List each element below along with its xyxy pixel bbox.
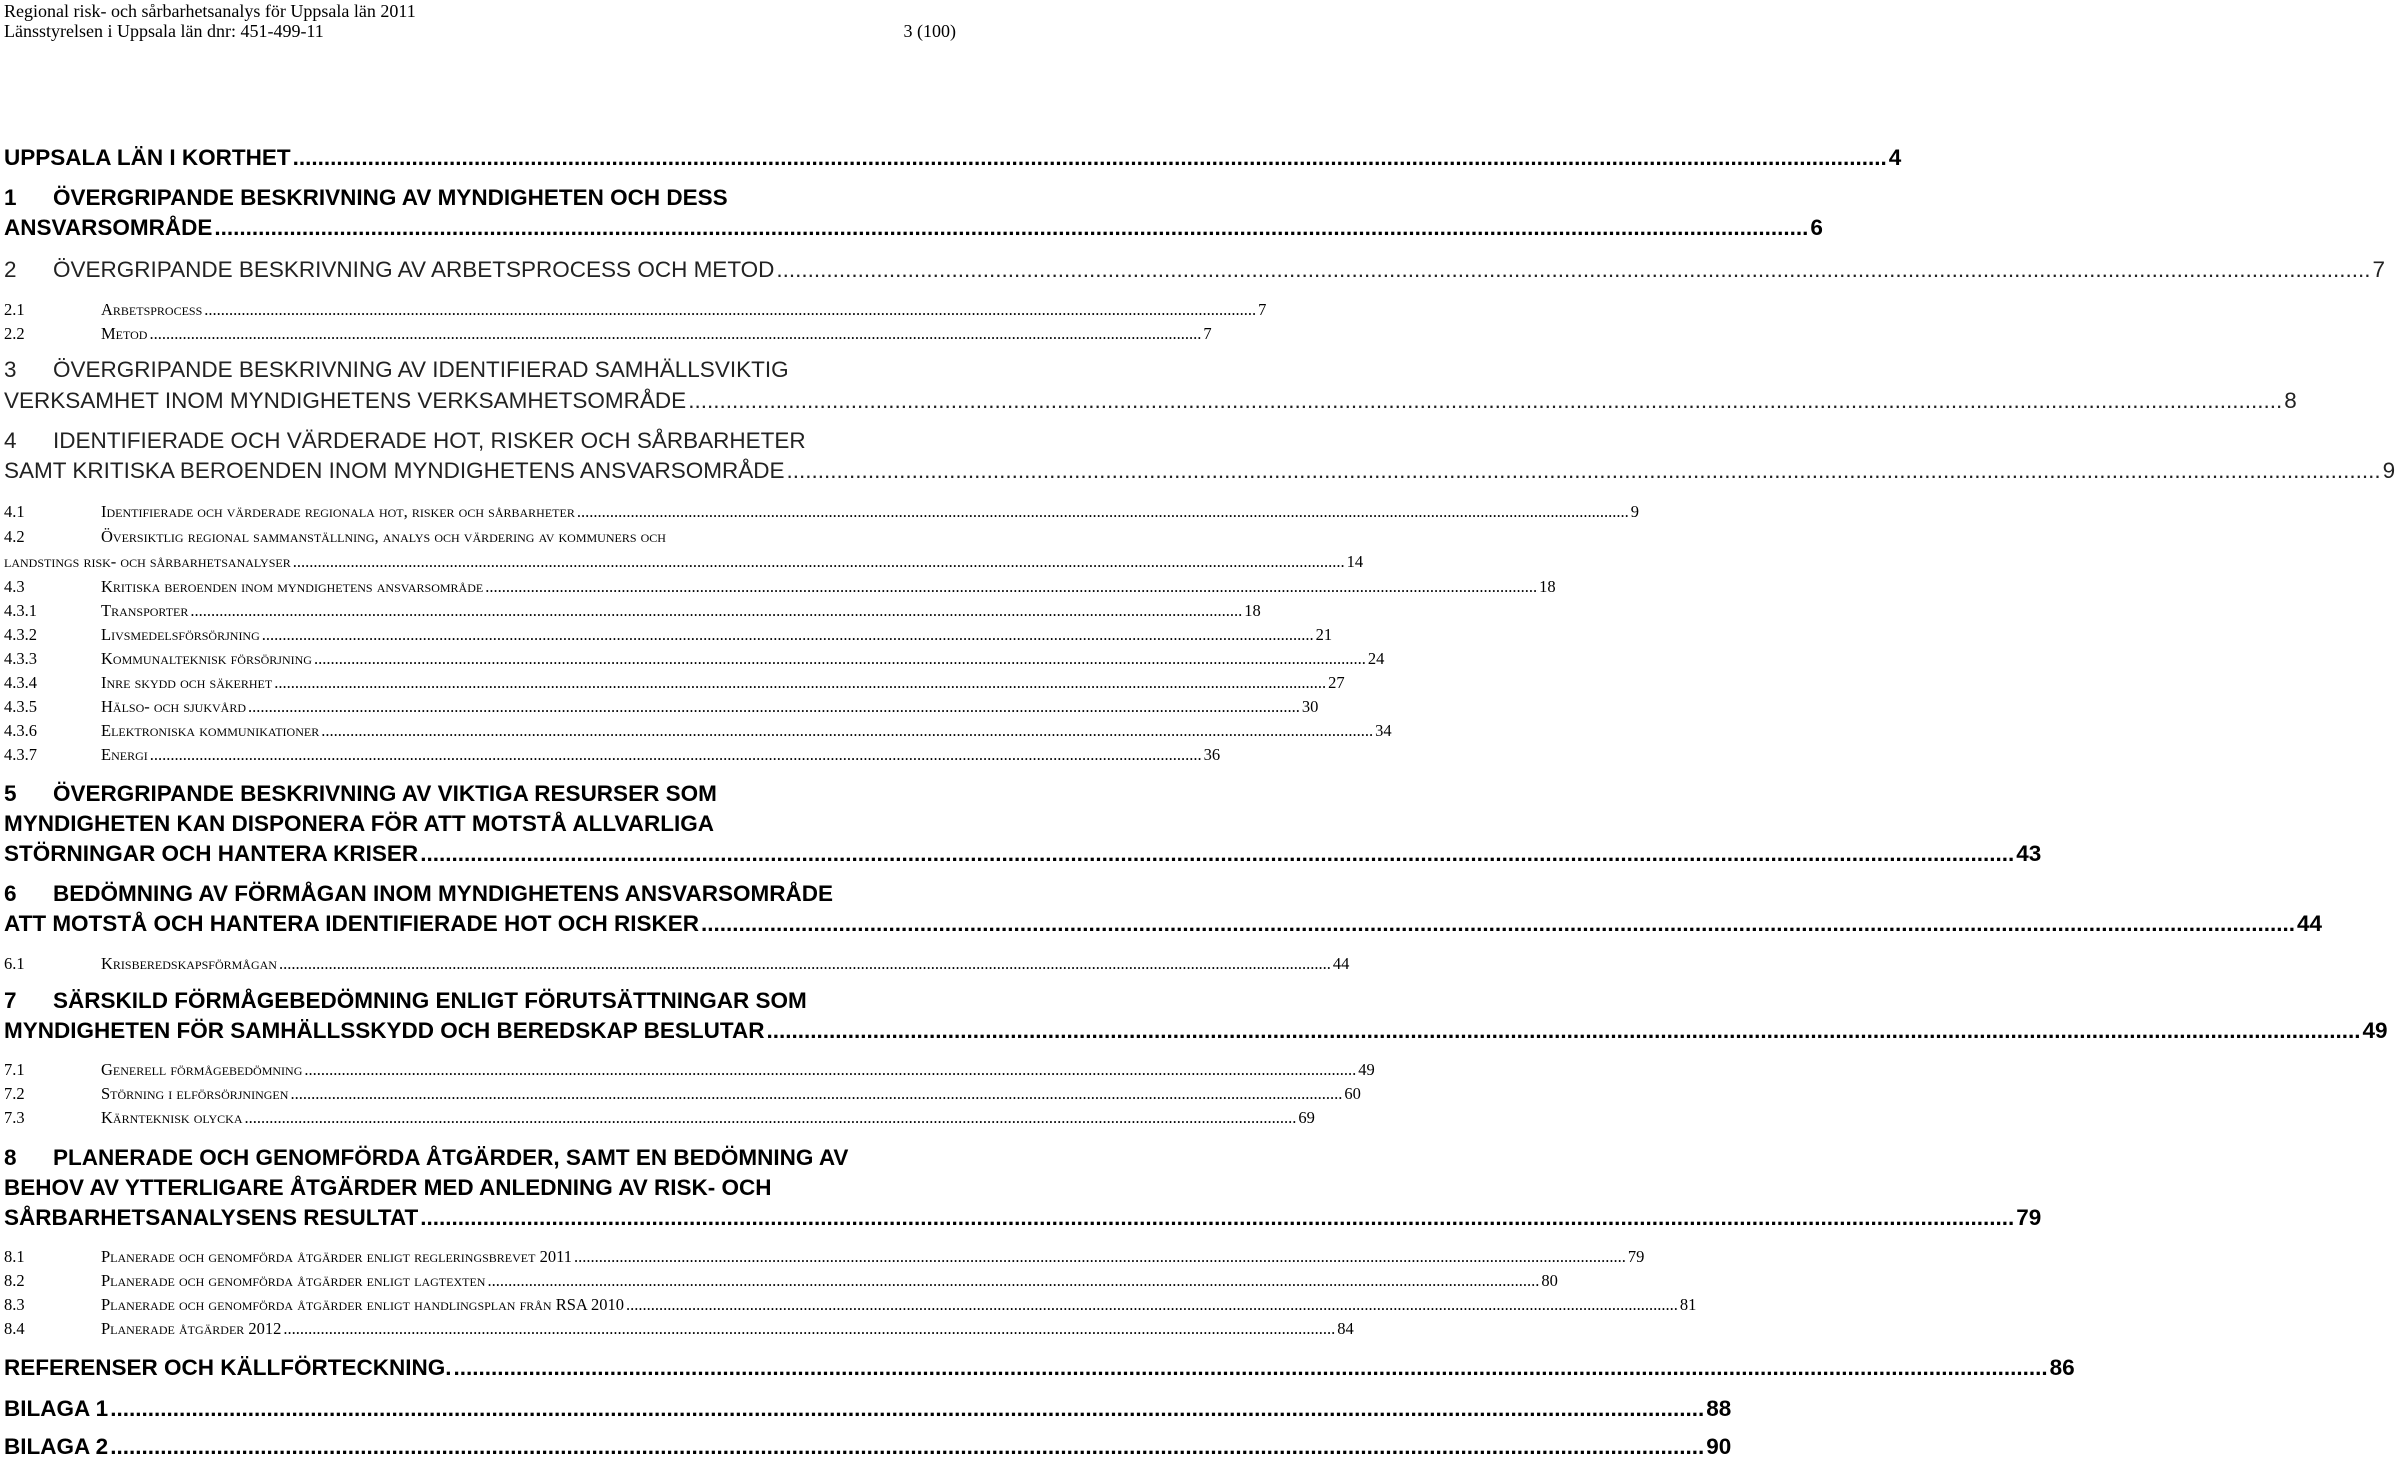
toc-entry-number: 3 (4, 357, 17, 382)
toc-entry[interactable] (4, 623, 1333, 647)
toc-entry[interactable] (4, 500, 1639, 524)
toc-entry-page: 7 (1258, 300, 1267, 319)
toc-entry-number: 8 (4, 1145, 17, 1170)
toc-entry-title: Metod (101, 324, 148, 343)
toc-entry-title: Kommunalteknisk försörjning (101, 649, 312, 668)
toc-entry-page: 18 (1244, 601, 1261, 620)
toc-entry-number: 7.3 (4, 1108, 25, 1127)
toc-entry-number: 4.3.1 (4, 601, 37, 620)
toc-entry-title: Elektroniska kommunikationer (101, 721, 320, 740)
toc-entry-page: 36 (1203, 745, 1221, 764)
toc-entry-number: 4.3.7 (4, 745, 37, 764)
toc-entry[interactable] (4, 298, 1267, 322)
toc-entry[interactable] (4, 255, 2385, 285)
toc-entry-continuation[interactable] (4, 809, 956, 839)
toc-entry-number: 4.3.5 (4, 697, 37, 716)
toc-entry[interactable] (4, 1293, 1697, 1317)
toc-entry-page: 9 (1630, 502, 1639, 521)
toc-entry-continuation[interactable] (4, 386, 2297, 416)
toc-entry-title: Hälso- och sjukvård (101, 697, 247, 716)
toc-entry-number: 4.2 (4, 527, 25, 546)
toc-entry-title: Planerade åtgärder 2012 (101, 1319, 282, 1338)
toc-entry[interactable] (4, 355, 956, 385)
toc-entry-title: Krisberedskapsförmågan (101, 954, 277, 973)
toc-entry-title: ÖVERGRIPANDE BESKRIVNING AV ARBETSPROCESS OCH METOD (53, 257, 775, 282)
toc-entry-title: IDENTIFIERADE OCH VÄRDERADE HOT, RISKER OCH SÅRBARHETER (53, 428, 806, 453)
toc-entry[interactable] (4, 1245, 1645, 1269)
toc-entry-page: 7 (1203, 324, 1212, 343)
toc-entry-page: 24 (1367, 649, 1385, 668)
toc-entry-page: 79 (2016, 1205, 2042, 1230)
toc-entry-number: 4.3.6 (4, 721, 37, 740)
toc-entry-number: 8.4 (4, 1319, 25, 1338)
toc-entry[interactable] (4, 1082, 1361, 1106)
toc-entry-number: 4.3.3 (4, 649, 37, 668)
toc-entry-page: 69 (1298, 1108, 1315, 1127)
toc-entry-title: Planerade och genomförda åtgärder enligt regleringsbrevet 2011 (101, 1247, 572, 1266)
toc-entry[interactable] (4, 143, 1902, 173)
toc-entry-number: 4.3 (4, 577, 25, 596)
toc-entry-page: 7 (2372, 257, 2385, 282)
toc-entry-page: 9 (2382, 458, 2395, 483)
toc-entry-title: Störning i elförsörjningen (101, 1084, 289, 1103)
toc-entry-number: 6.1 (4, 954, 25, 973)
toc-entry-title: REFERENSER OCH KÄLLFÖRTECKNING. (4, 1355, 452, 1380)
toc-entry-title: Arbetsprocess (101, 300, 203, 319)
toc-entry-title: Generell förmågebedömning (101, 1060, 303, 1079)
toc-entry[interactable] (4, 952, 1350, 976)
toc-entry-continuation[interactable] (4, 213, 1823, 243)
toc-entry-page: 6 (1810, 215, 1823, 240)
toc-entry-title: ATT MOTSTÅ OCH HANTERA IDENTIFIERADE HOT OCH RISKER (4, 911, 699, 936)
toc-entry-page: 80 (1541, 1271, 1558, 1290)
toc-entry-page: 84 (1337, 1319, 1354, 1338)
toc-entry-number: 1 (4, 185, 17, 210)
toc-entry-number: 4.3.2 (4, 625, 37, 644)
toc-entry-page: 18 (1539, 577, 1556, 596)
toc-entry[interactable] (4, 1353, 2075, 1383)
toc-entry-title: Översiktlig regional sammanställning, analys och värdering av kommuners och (101, 527, 666, 546)
toc-entry-continuation[interactable] (4, 550, 1364, 574)
toc-entry-title: Inre skydd och säkerhet (101, 673, 273, 692)
toc-entry-title: BEDÖMNING AV FÖRMÅGAN INOM MYNDIGHETENS ANSVARSOMRÅDE (53, 881, 834, 906)
toc-entry-page: 30 (1301, 697, 1319, 716)
toc-entry[interactable] (4, 322, 1212, 346)
toc-entry[interactable] (4, 426, 956, 456)
toc-entry-continuation[interactable] (4, 1016, 2388, 1046)
toc-entry-title: Kritiska beroenden inom myndighetens ansvarsområde (101, 577, 484, 596)
toc-entry[interactable] (4, 647, 1385, 671)
toc-entry-page: 27 (1328, 673, 1345, 692)
toc-entry[interactable] (4, 986, 956, 1016)
toc-entry-continuation[interactable] (4, 909, 2323, 939)
page-number: 3 (100) (903, 21, 956, 41)
toc-entry[interactable] (4, 183, 956, 213)
toc-entry-number: 7.1 (4, 1060, 25, 1079)
toc-entry-title: BEHOV AV YTTERLIGARE ÅTGÄRDER MED ANLEDNING AV RISK- OCH (4, 1175, 772, 1200)
toc-entry[interactable] (4, 695, 1319, 719)
toc-entry-number: 6 (4, 881, 17, 906)
toc-entry-title: Planerade och genomförda åtgärder enligt lagtexten (101, 1271, 486, 1290)
toc-entry-title: Kärnteknisk olycka (101, 1108, 243, 1127)
toc-entry-number: 2.1 (4, 300, 25, 319)
toc-entry-page: 14 (1346, 552, 1364, 571)
toc-entry-title: ÖVERGRIPANDE BESKRIVNING AV VIKTIGA RESURSER SOM (53, 781, 717, 806)
toc-entry-number: 2.2 (4, 324, 25, 343)
toc-entry-page: 86 (2049, 1355, 2075, 1380)
toc-entry-number: 8.2 (4, 1271, 25, 1290)
toc-entry-page: 79 (1627, 1247, 1645, 1266)
toc-entry-title: ÖVERGRIPANDE BESKRIVNING AV IDENTIFIERAD SAMHÄLLSVIKTIG (53, 357, 789, 382)
toc-entry[interactable] (4, 1269, 1558, 1293)
toc-entry-page: 60 (1344, 1084, 1361, 1103)
toc-entry[interactable] (4, 879, 956, 909)
toc-entry[interactable] (4, 575, 1556, 599)
toc-entry[interactable] (4, 779, 956, 809)
toc-entry[interactable] (4, 1106, 1315, 1130)
toc-entry-page: 90 (1706, 1434, 1732, 1459)
toc-entry-number: 7.2 (4, 1084, 25, 1103)
toc-entry-title: SAMT KRITISKA BEROENDEN INOM MYNDIGHETENS ANSVARSOMRÅDE (4, 458, 785, 483)
toc-entry-title: Energi (101, 745, 148, 764)
toc-entry[interactable] (4, 599, 1261, 623)
document-subtitle: Länsstyrelsen i Uppsala län dnr: 451-499-11 (4, 21, 324, 41)
toc-entry-title: MYNDIGHETEN FÖR SAMHÄLLSSKYDD OCH BEREDSKAP BESLUTAR (4, 1018, 765, 1043)
toc-entry-title: landstings risk- och sårbarhetsanalyser (4, 552, 291, 571)
toc-entry-number: 8.3 (4, 1295, 25, 1314)
toc-entry-page: 21 (1315, 625, 1333, 644)
toc-entry-page: 4 (1888, 145, 1902, 170)
toc-entry-title: MYNDIGHETEN KAN DISPONERA FÖR ATT MOTSTÅ ALLVARLIGA (4, 811, 714, 836)
toc-entry[interactable] (4, 1394, 1732, 1424)
toc-entry[interactable] (4, 525, 956, 549)
toc-entry-title: ANSVARSOMRÅDE (4, 215, 213, 240)
toc-entry[interactable] (4, 1317, 1354, 1341)
toc-entry-title: SÅRBARHETSANALYSENS RESULTAT (4, 1205, 419, 1230)
toc-entry-number: 4.1 (4, 502, 25, 521)
toc-entry-title: UPPSALA LÄN I KORTHET (4, 145, 291, 170)
toc-entry-number: 7 (4, 988, 17, 1013)
toc-entry-continuation[interactable] (4, 839, 2042, 869)
toc-entry-title: STÖRNINGAR OCH HANTERA KRISER (4, 841, 419, 866)
toc-entry[interactable] (4, 1143, 956, 1173)
toc-entry-title: Planerade och genomförda åtgärder enligt handlingsplan från RSA 2010 (101, 1295, 625, 1314)
toc-entry-continuation[interactable] (4, 1173, 956, 1203)
toc-entry-number: 2 (4, 257, 17, 282)
toc-entry-title: Transporter (101, 601, 189, 620)
toc-entry[interactable] (4, 719, 1392, 743)
toc-entry-title: VERKSAMHET INOM MYNDIGHETENS VERKSAMHETSOMRÅDE (4, 388, 687, 413)
toc-entry-continuation[interactable] (4, 1203, 2042, 1233)
toc-entry-page: 43 (2016, 841, 2042, 866)
toc-entry-page: 49 (2362, 1018, 2388, 1043)
toc-entry-page: 8 (2284, 388, 2297, 413)
toc-entry-page: 44 (2297, 911, 2323, 936)
toc-entry-continuation[interactable] (4, 456, 2395, 486)
document-title: Regional risk- och sårbarhetsanalys för Uppsala län 2011 (4, 1, 416, 21)
toc-entry-number: 4.3.4 (4, 673, 37, 692)
toc-entry[interactable] (4, 1432, 1732, 1462)
toc-entry-title: BILAGA 2 (4, 1434, 109, 1459)
toc-entry[interactable] (4, 671, 1345, 695)
toc-entry-number: 4 (4, 428, 17, 453)
toc-entry-title: ÖVERGRIPANDE BESKRIVNING AV MYNDIGHETEN OCH DESS (53, 185, 728, 210)
toc-entry-page: 44 (1332, 954, 1350, 973)
toc-entry-title: Identifierade och värderade regionala hot, risker och sårbarheter (101, 502, 575, 521)
toc-entry-title: SÄRSKILD FÖRMÅGEBEDÖMNING ENLIGT FÖRUTSÄTTNINGAR SOM (53, 988, 807, 1013)
toc-entry[interactable] (4, 1058, 1375, 1082)
toc-entry-title: Livsmedelsförsörjning (101, 625, 260, 644)
toc-entry-title: PLANERADE OCH GENOMFÖRDA ÅTGÄRDER, SAMT EN BEDÖMNING AV (53, 1145, 849, 1170)
toc-entry-title: BILAGA 1 (4, 1396, 109, 1421)
toc-entry-page: 34 (1375, 721, 1392, 740)
toc-entry-page: 49 (1358, 1060, 1375, 1079)
toc-entry-page: 81 (1679, 1295, 1697, 1314)
toc-entry-number: 5 (4, 781, 17, 806)
toc-entry-page: 88 (1706, 1396, 1732, 1421)
toc-entry[interactable] (4, 743, 1221, 767)
toc-entry-number: 8.1 (4, 1247, 25, 1266)
